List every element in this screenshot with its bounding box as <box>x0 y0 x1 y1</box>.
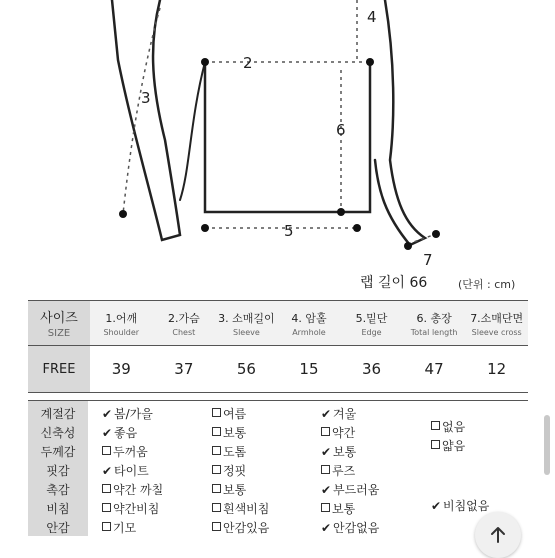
option-item: ✔ 겨울 <box>321 407 357 421</box>
option-item: 보통 <box>321 500 355 517</box>
option-item: 여름 <box>212 405 246 422</box>
checkbox-icon <box>321 427 330 436</box>
option-item: 얇음 <box>431 437 465 454</box>
attribute-label: 두께감 <box>40 445 76 459</box>
size-table-header: 사이즈 SIZE <box>28 301 90 346</box>
option-item: 도톰 <box>212 443 246 460</box>
unit-note: (단위 : cm) <box>458 278 516 291</box>
checkbox-icon <box>321 465 330 474</box>
option-item: 보통 <box>212 481 246 498</box>
checkmark-icon: ✔ <box>102 464 113 478</box>
checkmark-icon: ✔ <box>321 483 332 497</box>
left-body-side <box>180 62 205 200</box>
value-cell: 15 <box>278 346 341 393</box>
size-table <box>28 300 528 393</box>
marker-dot <box>337 208 345 216</box>
option-item: ✔ 좋음 <box>102 426 138 440</box>
option-item: 흰색비침 <box>212 500 269 517</box>
size-table-header-row <box>28 301 528 346</box>
attribute-label: 안감 <box>46 521 70 535</box>
marker-dot <box>353 224 361 232</box>
checkbox-icon <box>212 465 221 474</box>
marker-dot <box>404 242 412 250</box>
option-item: 두꺼움 <box>102 443 148 460</box>
marker-dot <box>432 230 440 238</box>
checkmark-icon: ✔ <box>321 445 332 459</box>
option-item: 기모 <box>102 519 136 536</box>
attribute-label: 핏감 <box>46 464 70 478</box>
checkbox-icon <box>431 421 440 430</box>
option-item: ✔ 봄/가을 <box>102 407 153 421</box>
value-cell: 36 <box>340 346 403 393</box>
checkbox-icon <box>212 503 221 512</box>
marker-dot <box>201 58 209 66</box>
size-table-header: 1.어깨 Shoulder <box>90 301 153 346</box>
scrollbar-thumb[interactable] <box>544 415 550 475</box>
diagram-label-total-length: 6 <box>336 121 346 139</box>
garment-measurement-diagram <box>0 0 555 270</box>
option-item: 정핏 <box>212 462 246 479</box>
size-table-header: 5.밑단 Edge <box>340 301 403 346</box>
checkbox-icon <box>212 446 221 455</box>
attribute-table <box>28 400 528 536</box>
attribute-label: 촉감 <box>46 483 70 497</box>
value-cell: 47 <box>403 346 466 393</box>
checkbox-icon <box>102 446 111 455</box>
checkmark-icon: ✔ <box>431 499 442 513</box>
checkbox-icon <box>212 484 221 493</box>
checkmark-icon: ✔ <box>102 407 113 421</box>
value-cell: 37 <box>153 346 216 393</box>
attribute-label: 비침 <box>46 502 70 516</box>
diagram-label-chest: 2 <box>243 54 253 72</box>
size-table-header: 3. 소매길이 Sleeve <box>215 301 278 346</box>
option-item: 약간 까칠 <box>102 481 163 498</box>
size-table-header: 4. 암홀 Armhole <box>278 301 341 346</box>
checkbox-icon <box>431 440 440 449</box>
checkmark-icon: ✔ <box>321 521 332 535</box>
marker-dot <box>201 224 209 232</box>
diagram-label-armhole: 4 <box>367 8 377 26</box>
option-item: 약간 <box>321 424 355 441</box>
arrow-up-icon <box>488 525 508 545</box>
diagram-label-sleeve-cross: 7 <box>423 251 433 269</box>
value-cell: 39 <box>90 346 153 393</box>
diagram-label-edge: 5 <box>284 222 294 240</box>
right-sleeve-outline <box>375 0 425 245</box>
diagram-label-sleeve: 3 <box>141 89 151 107</box>
option-item: ✔ 부드러움 <box>321 483 380 497</box>
option-item: 보통 <box>212 424 246 441</box>
checkbox-icon <box>212 427 221 436</box>
option-item: ✔ 안감없음 <box>321 521 380 535</box>
option-item: ✔ 보통 <box>321 445 357 459</box>
checkbox-icon <box>102 484 111 493</box>
marker-dot <box>119 210 127 218</box>
left-sleeve-outline <box>112 0 180 240</box>
value-cell: 56 <box>215 346 278 393</box>
option-item: 안감있음 <box>212 519 269 536</box>
option-item: 없음 <box>431 418 465 435</box>
checkbox-icon <box>102 503 111 512</box>
checkbox-icon <box>321 503 330 512</box>
checkbox-icon <box>102 522 111 531</box>
option-item: ✔ 타이트 <box>102 464 149 478</box>
size-table-header: 6. 총장 Total length <box>403 301 466 346</box>
option-item: ✔ 비침없음 <box>431 499 490 513</box>
checkmark-icon: ✔ <box>102 426 113 440</box>
value-cell: 12 <box>465 346 528 393</box>
marker-dot <box>366 58 374 66</box>
attribute-label: 신축성 <box>40 426 76 440</box>
attribute-label-column <box>28 401 88 536</box>
checkmark-icon: ✔ <box>321 407 332 421</box>
option-item: 루즈 <box>321 462 355 479</box>
checkbox-icon <box>212 408 221 417</box>
scroll-to-top-button[interactable] <box>475 512 521 558</box>
table-row <box>28 346 528 393</box>
attribute-label: 계절감 <box>40 407 76 421</box>
size-cell: FREE <box>28 346 90 393</box>
checkbox-icon <box>212 522 221 531</box>
size-table-header: 7.소매단면 Sleeve cross <box>465 301 528 346</box>
size-table-header: 2.가슴 Chest <box>153 301 216 346</box>
wrap-length-note: 랩 길이 66 <box>360 275 428 291</box>
option-item: 약간비침 <box>102 500 159 517</box>
